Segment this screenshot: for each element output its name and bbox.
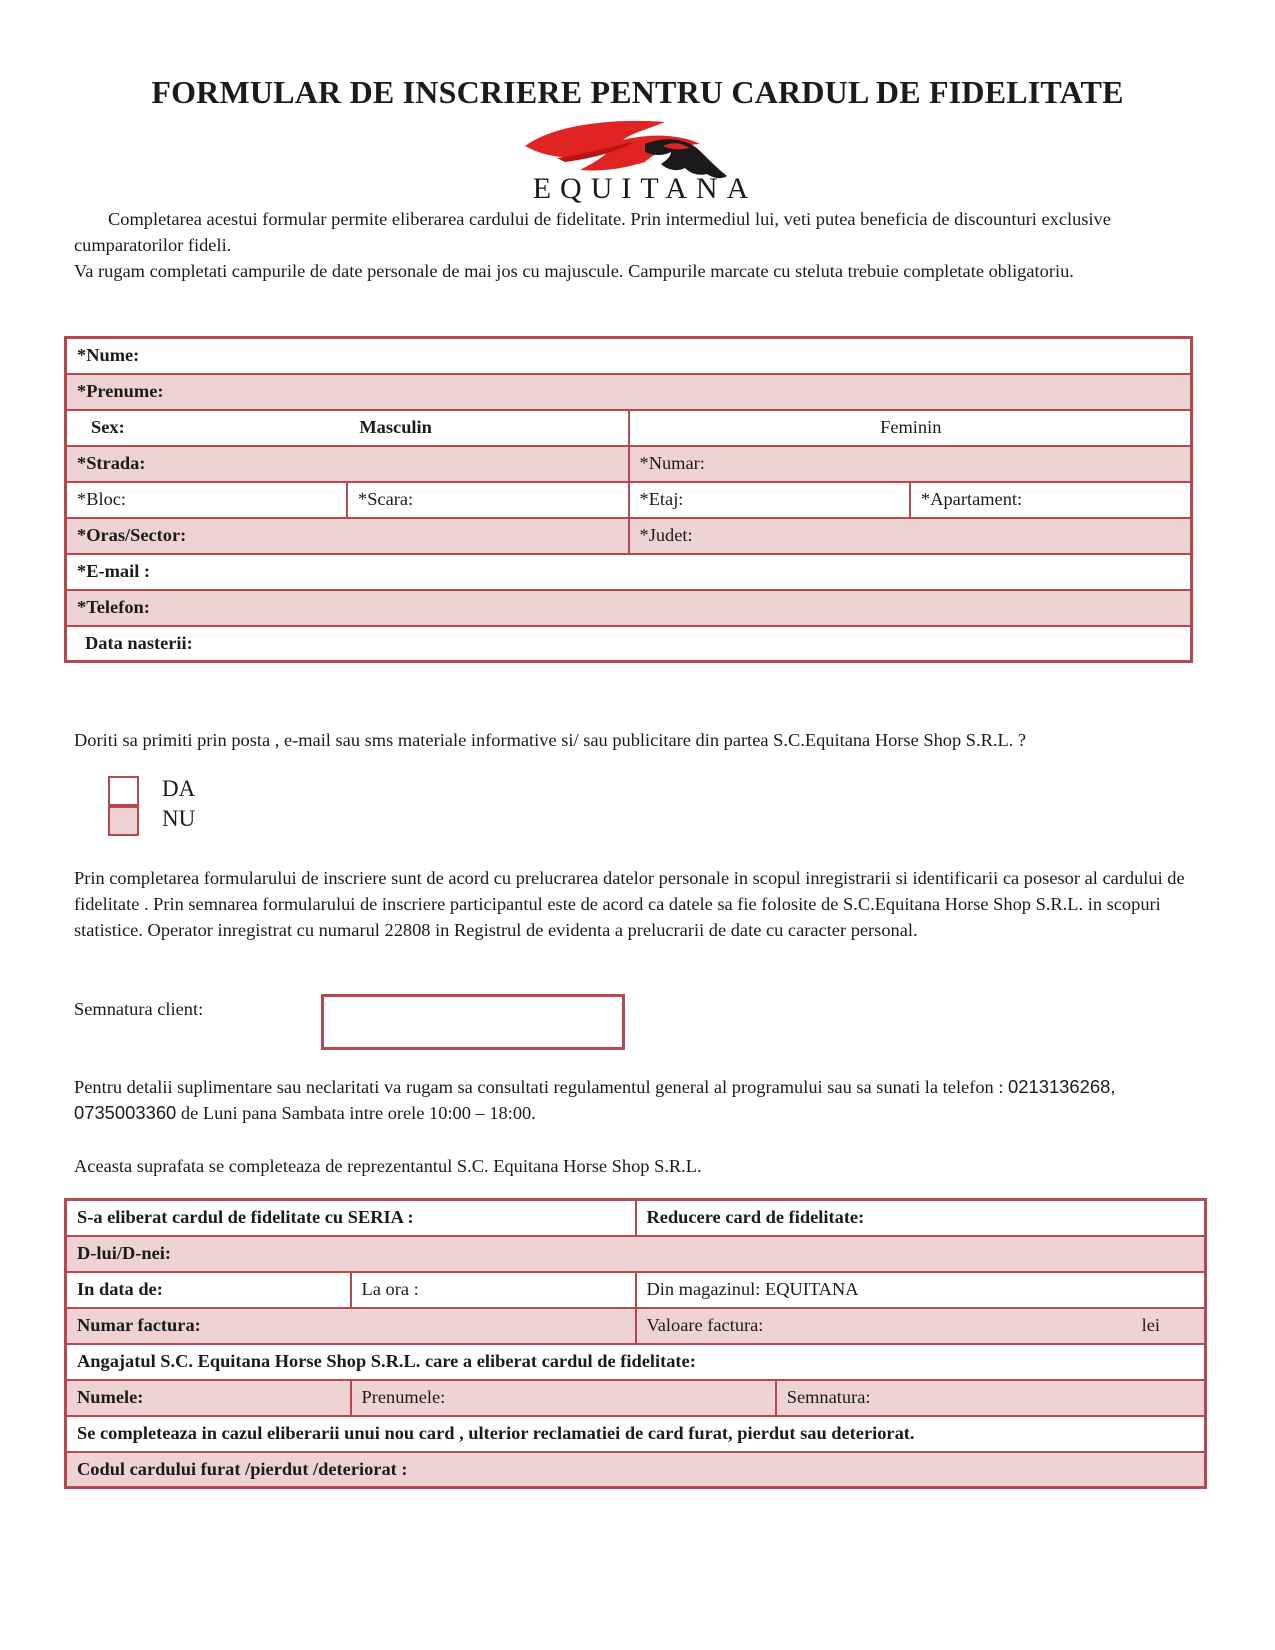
feminin-option[interactable]: Feminin xyxy=(629,410,1192,446)
da-label: DA xyxy=(162,776,196,801)
valoare-factura-field[interactable] xyxy=(636,1308,1206,1344)
consent-question: Doriti sa primiti prin posta , e-mail sau sms materiale informative si/ sau publicitare din partea S.C.Equitana Horse Shop S.R.L. ? xyxy=(74,730,1027,750)
apartament-field[interactable]: *Apartament: xyxy=(910,482,1192,518)
sex-label: Sex: xyxy=(91,417,125,437)
oras-sector-field[interactable]: *Oras/Sector: xyxy=(66,518,629,554)
numar-factura-field[interactable]: Numar factura: xyxy=(66,1308,636,1344)
numele-field[interactable]: Numele: xyxy=(66,1380,351,1416)
lei-unit: lei xyxy=(1141,1315,1160,1335)
data-nasterii-field[interactable]: Data nasterii: xyxy=(66,626,1192,662)
angajat-heading: Angajatul S.C. Equitana Horse Shop S.R.L. care a eliberat cardul de fidelitate: xyxy=(66,1344,1206,1380)
office-use-form xyxy=(64,1198,1207,1489)
da-checkbox[interactable] xyxy=(108,776,139,806)
contact-paragraph xyxy=(74,1074,1204,1126)
strada-field[interactable]: *Strada: xyxy=(66,446,629,482)
contact-hours: de Luni pana Sambata intre orele 10:00 – 18:00. xyxy=(176,1103,536,1123)
nu-checkbox[interactable] xyxy=(108,806,139,836)
signature-box[interactable] xyxy=(321,994,625,1050)
cod-card-field[interactable]: Codul cardului furat /pierdut /deteriorat : xyxy=(66,1452,1206,1488)
reducere-field[interactable]: Reducere card de fidelitate: xyxy=(636,1200,1206,1236)
phone-numbers: 0213136268, 0735003360 xyxy=(74,1076,1116,1123)
nu-label: NU xyxy=(162,806,196,831)
representative-note: Aceasta suprafata se completeaza de reprezentantul S.C. Equitana Horse Shop S.R.L. xyxy=(74,1156,702,1176)
etaj-field[interactable]: *Etaj: xyxy=(629,482,911,518)
intro-line-1: Completarea acestui formular permite eliberarea cardului de fidelitate. Prin intermediul lui, veti putea beneficia de discounturi exclusive cumparatorilor fideli. xyxy=(74,209,1111,255)
prenumele-field[interactable]: Prenumele: xyxy=(351,1380,776,1416)
numar-field[interactable]: *Numar: xyxy=(629,446,1192,482)
masculin-option[interactable]: Masculin xyxy=(359,417,432,437)
nume-field[interactable]: *Nume: xyxy=(66,338,1192,374)
in-data-field[interactable]: In data de: xyxy=(66,1272,351,1308)
equitana-logo xyxy=(495,116,785,206)
semnatura-field[interactable]: Semnatura: xyxy=(776,1380,1206,1416)
email-field[interactable]: *E-mail : xyxy=(66,554,1192,590)
horse-head-logo-icon xyxy=(495,116,785,206)
svg-text:EQUITANA: EQUITANA xyxy=(532,172,758,205)
prenume-field[interactable]: *Prenume: xyxy=(66,374,1192,410)
intro-paragraph xyxy=(74,206,1204,284)
page-title: FORMULAR DE INSCRIERE PENTRU CARDUL DE FIDELITATE xyxy=(151,74,1124,110)
scara-field[interactable]: *Scara: xyxy=(347,482,629,518)
la-ora-field[interactable]: La ora : xyxy=(351,1272,636,1308)
gdpr-paragraph: Prin completarea formularului de inscriere sunt de acord cu prelucrarea datelor personale in scopul inregistrarii si identificarii ca posesor al cardului de fidelitate . Prin semnarea formularului de inscriere participantul este de acord ca datele sa fie folosite de S.C.Equitana Horse Shop S.R.L. in scopuri statistice. Operator inregistrat cu numarul 22808 in Registrul de evidenta a prelucrarii de date cu caracter personal. xyxy=(74,868,1185,940)
telefon-field[interactable]: *Telefon: xyxy=(66,590,1192,626)
nou-card-note: Se completeaza in cazul eliberarii unui nou card , ulterior reclamatiei de card furat, pierdut sau deteriorat. xyxy=(66,1416,1206,1452)
contact-text: Pentru detalii suplimentare sau neclaritati va rugam sa consultati regulamentul general al programului sau sa sunati la telefon : xyxy=(74,1077,1009,1097)
sex-masculin-field[interactable] xyxy=(66,410,629,446)
signature-label: Semnatura client: xyxy=(74,999,204,1019)
dlui-dnei-field[interactable]: D-lui/D-nei: xyxy=(66,1236,1206,1272)
personal-data-form xyxy=(64,336,1193,663)
magazin-field[interactable]: Din magazinul: EQUITANA xyxy=(636,1272,1206,1308)
judet-field[interactable]: *Judet: xyxy=(629,518,1192,554)
valoare-factura-label: Valoare factura: xyxy=(646,1315,764,1335)
seria-field[interactable]: S-a eliberat cardul de fidelitate cu SERIA : xyxy=(66,1200,636,1236)
bloc-field[interactable]: *Bloc: xyxy=(66,482,348,518)
intro-line-2: Va rugam completati campurile de date personale de mai jos cu majuscule. Campurile marcate cu steluta trebuie completate obligatoriu. xyxy=(74,261,1074,281)
